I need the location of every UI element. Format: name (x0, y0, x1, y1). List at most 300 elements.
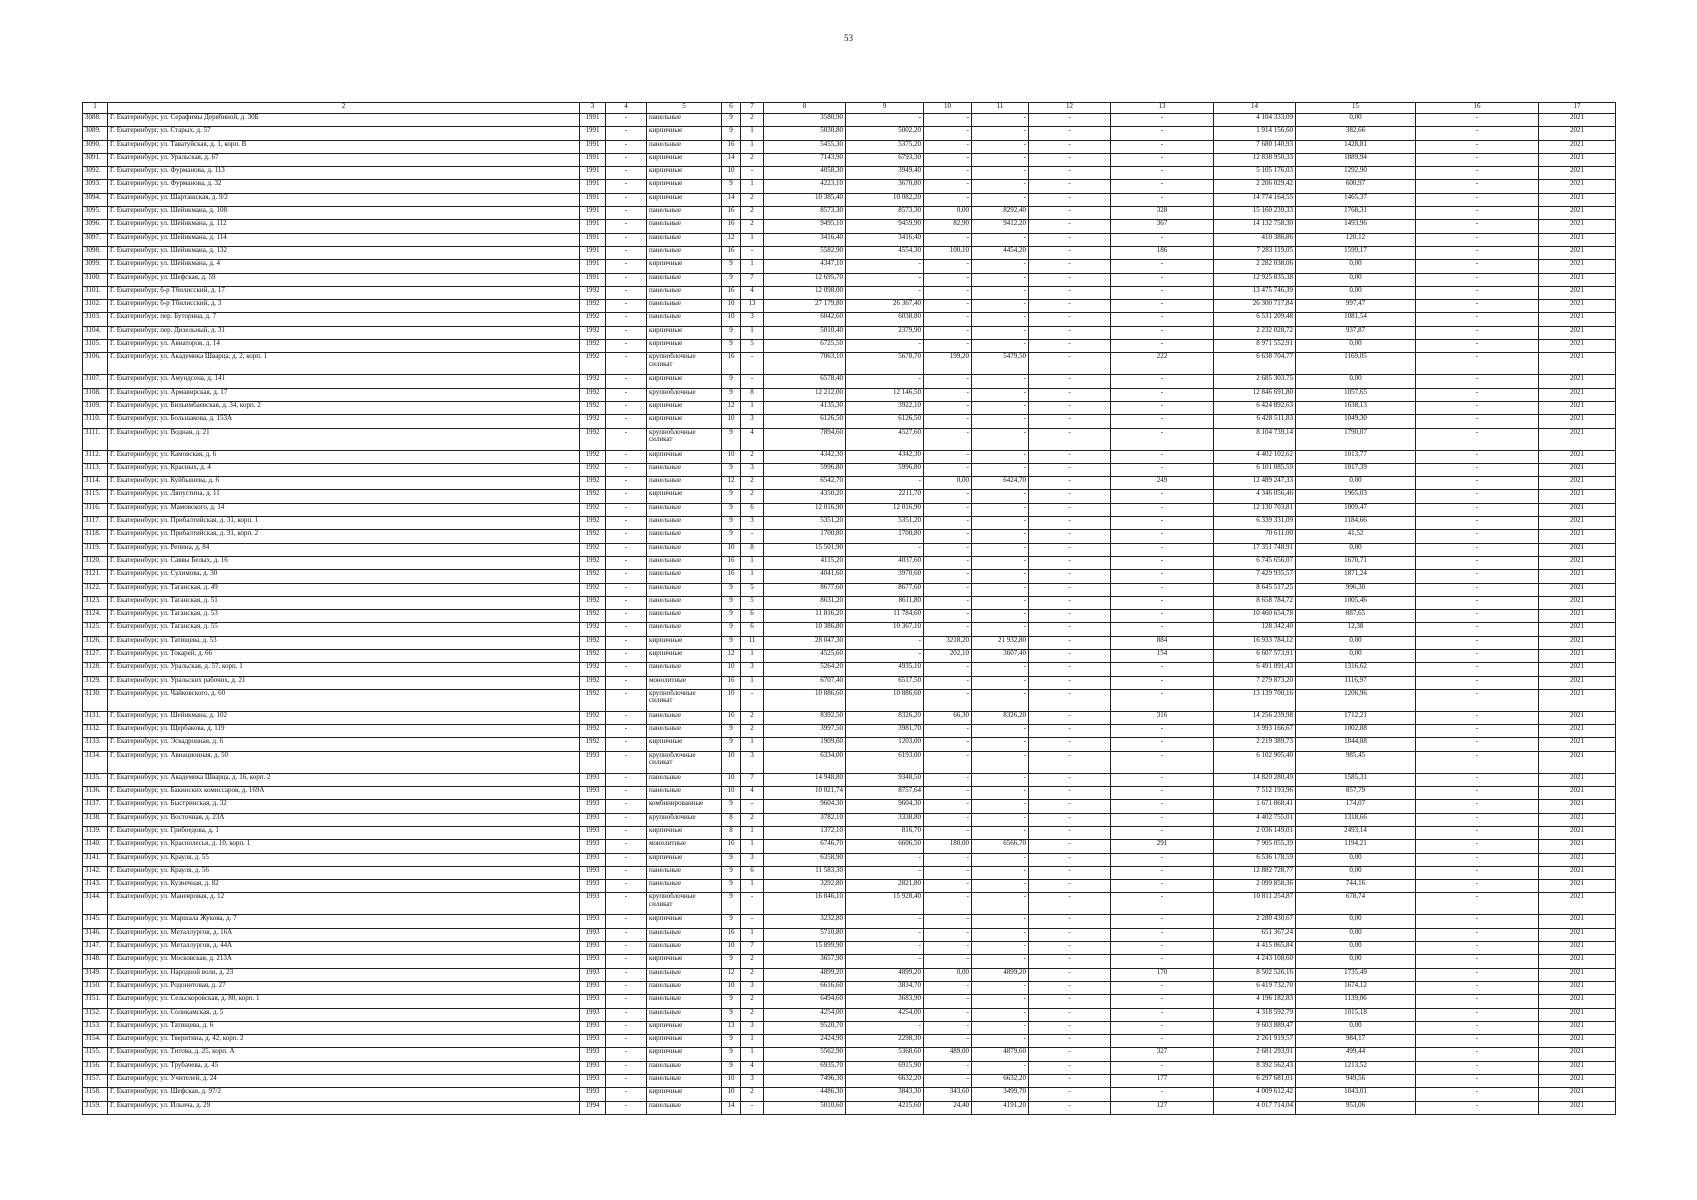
plan-year-cell: 2021 (1539, 866, 1616, 879)
living-area-cell: 3834,70 (846, 981, 924, 994)
year-built-cell: 1993 (580, 995, 606, 1008)
col-16-cell: - (1416, 1101, 1539, 1114)
wall-material-cell: крупноблочные (647, 388, 722, 401)
address-cell: Г. Екатеринбург, ул. Сулимова, д. 30 (108, 570, 580, 583)
entrances-cell: 2 (741, 450, 764, 463)
col-16-cell: - (1416, 167, 1539, 180)
column-header-plan-year: 17 (1539, 103, 1616, 114)
col-16-cell: - (1416, 415, 1539, 428)
floors-cell: 9 (722, 340, 741, 353)
table-row (83, 1021, 1616, 1034)
table-row (83, 1088, 1616, 1101)
residents-cell: - (1111, 313, 1214, 326)
wall-material-cell: кирпичные (647, 260, 722, 273)
residential-area-cell: - (972, 981, 1029, 994)
col-12-cell: - (1029, 610, 1111, 623)
nonresidential-area-cell: - (924, 193, 972, 206)
table-row (83, 596, 1616, 609)
col-12-cell: - (1029, 1048, 1111, 1061)
living-area-cell: 6126,50 (846, 415, 924, 428)
total-area-cell: 12 212,00 (764, 388, 846, 401)
total-area-cell: 6616,60 (764, 981, 846, 994)
residents-cell: - (1111, 689, 1214, 711)
wall-material-cell: панельные (647, 942, 722, 955)
residential-area-cell: - (972, 1021, 1029, 1034)
residential-area-cell: - (972, 180, 1029, 193)
table-row (83, 955, 1616, 968)
address-cell: Г. Екатеринбург, ул. Трубачева, д. 45 (108, 1061, 580, 1074)
cost-cell: 4 104 333,09 (1214, 114, 1296, 127)
plan-year-cell: 2021 (1539, 915, 1616, 928)
plan-year-cell: 2021 (1539, 663, 1616, 676)
residents-cell: 316 (1111, 711, 1214, 724)
row-number-cell: 3112. (83, 450, 108, 463)
cost-per-sqm-cell: 1712,21 (1296, 711, 1416, 724)
residents-cell: - (1111, 826, 1214, 839)
total-area-cell: 6542,70 (764, 477, 846, 490)
col-12-cell: - (1029, 711, 1111, 724)
cost-cell: 7 283 119,05 (1214, 246, 1296, 259)
year-renovated-cell: - (606, 127, 647, 140)
nonresidential-area-cell: - (924, 773, 972, 786)
col-12-cell: - (1029, 853, 1111, 866)
row-number-cell: 3136. (83, 787, 108, 800)
total-area-cell: 4525,60 (764, 649, 846, 662)
living-area-cell: - (846, 260, 924, 273)
residents-cell: - (1111, 1061, 1214, 1074)
col-12-cell: - (1029, 326, 1111, 339)
col-12-cell: - (1029, 503, 1111, 516)
row-number-cell: 3157. (83, 1075, 108, 1088)
residential-area-cell: - (972, 450, 1029, 463)
floors-cell: 9 (722, 127, 741, 140)
living-area-cell: 9348,50 (846, 773, 924, 786)
table-row (83, 246, 1616, 259)
living-area-cell: 6193,00 (846, 751, 924, 773)
col-12-cell: - (1029, 942, 1111, 955)
row-number-cell: 3102. (83, 300, 108, 313)
living-area-cell: 10 886,60 (846, 689, 924, 711)
entrances-cell: - (741, 800, 764, 813)
residents-cell: 291 (1111, 840, 1214, 853)
year-built-cell: 1991 (580, 246, 606, 259)
nonresidential-area-cell: - (924, 530, 972, 543)
wall-material-cell: кирпичные (647, 738, 722, 751)
col-16-cell: - (1416, 401, 1539, 414)
floors-cell: 16 (722, 246, 741, 259)
year-built-cell: 1993 (580, 813, 606, 826)
floors-cell: 10 (722, 313, 741, 326)
residential-area-cell: - (972, 995, 1029, 1008)
cost-per-sqm-cell: 0,00 (1296, 866, 1416, 879)
year-renovated-cell: - (606, 114, 647, 127)
row-number-cell: 3138. (83, 813, 108, 826)
cost-cell: 6 491 091,43 (1214, 663, 1296, 676)
floors-cell: 16 (722, 711, 741, 724)
wall-material-cell: панельные (647, 530, 722, 543)
col-12-cell: - (1029, 570, 1111, 583)
year-renovated-cell: - (606, 610, 647, 623)
living-area-cell: - (846, 543, 924, 556)
cost-cell: 1 671 868,41 (1214, 800, 1296, 813)
cost-cell: 10 460 654,78 (1214, 610, 1296, 623)
floors-cell: 12 (722, 968, 741, 981)
table-row (83, 676, 1616, 689)
residential-area-cell: 6566,70 (972, 840, 1029, 853)
year-renovated-cell: - (606, 477, 647, 490)
col-12-cell: - (1029, 286, 1111, 299)
address-cell: Г. Екатеринбург, ул. Татищева, д. 6 (108, 1021, 580, 1034)
year-built-cell: 1993 (580, 942, 606, 955)
col-12-cell: - (1029, 1101, 1111, 1114)
total-area-cell: 5582,90 (764, 246, 846, 259)
total-area-cell: 6042,60 (764, 313, 846, 326)
nonresidential-area-cell: - (924, 995, 972, 1008)
nonresidential-area-cell: 343,60 (924, 1088, 972, 1101)
total-area-cell: 4254,00 (764, 1008, 846, 1021)
residents-cell: 154 (1111, 649, 1214, 662)
cost-cell: 6 102 905,40 (1214, 751, 1296, 773)
row-number-cell: 3103. (83, 313, 108, 326)
address-cell: Г. Екатеринбург, б-р Тбилисский, д. 3 (108, 300, 580, 313)
entrances-cell: 4 (741, 1061, 764, 1074)
living-area-cell: 6517,50 (846, 676, 924, 689)
wall-material-cell: кирпичные (647, 955, 722, 968)
column-header-year-renovated: 4 (606, 103, 647, 114)
col-16-cell: - (1416, 570, 1539, 583)
plan-year-cell: 2021 (1539, 450, 1616, 463)
cost-per-sqm-cell: 1493,96 (1296, 220, 1416, 233)
residents-cell: - (1111, 180, 1214, 193)
living-area-cell: 5351,20 (846, 517, 924, 530)
col-16-cell: - (1416, 180, 1539, 193)
cost-per-sqm-cell: 0,00 (1296, 114, 1416, 127)
address-cell: Г. Екатеринбург, ул. Авиаторов, д. 14 (108, 340, 580, 353)
total-area-cell: 5010,40 (764, 326, 846, 339)
year-renovated-cell: - (606, 260, 647, 273)
row-number-cell: 3096. (83, 220, 108, 233)
total-area-cell: 27 179,80 (764, 300, 846, 313)
row-number-cell: 3099. (83, 260, 108, 273)
floors-cell: 9 (722, 610, 741, 623)
floors-cell: 10 (722, 787, 741, 800)
cost-cell: 8 645 517,25 (1214, 583, 1296, 596)
cost-cell: 7 680 140,93 (1214, 140, 1296, 153)
year-renovated-cell: - (606, 140, 647, 153)
col-12-cell: - (1029, 428, 1111, 450)
nonresidential-area-cell: - (924, 826, 972, 839)
table-row (83, 1075, 1616, 1088)
row-number-cell: 3159. (83, 1101, 108, 1114)
cost-per-sqm-cell: 382,66 (1296, 127, 1416, 140)
plan-year-cell: 2021 (1539, 114, 1616, 127)
year-built-cell: 1993 (580, 866, 606, 879)
row-number-cell: 3155. (83, 1048, 108, 1061)
address-cell: Г. Екатеринбург, ул. Маршала Жукова, д. 7 (108, 915, 580, 928)
row-number-cell: 3156. (83, 1061, 108, 1074)
col-16-cell: - (1416, 463, 1539, 476)
plan-year-cell: 2021 (1539, 353, 1616, 375)
nonresidential-area-cell: - (924, 942, 972, 955)
col-12-cell: - (1029, 140, 1111, 153)
wall-material-cell: кирпичные (647, 375, 722, 388)
address-cell: Г. Екатеринбург, ул. Уральских рабочих, д. 21 (108, 676, 580, 689)
year-built-cell: 1993 (580, 1021, 606, 1034)
cost-per-sqm-cell: 744,16 (1296, 880, 1416, 893)
year-built-cell: 1992 (580, 353, 606, 375)
plan-year-cell: 2021 (1539, 260, 1616, 273)
col-16-cell: - (1416, 880, 1539, 893)
floors-cell: 9 (722, 800, 741, 813)
address-cell: Г. Екатеринбург, ул. Быстринская, д. 32 (108, 800, 580, 813)
cost-per-sqm-cell: 1871,24 (1296, 570, 1416, 583)
row-number-cell: 3105. (83, 340, 108, 353)
residential-area-cell: - (972, 167, 1029, 180)
year-built-cell: 1993 (580, 853, 606, 866)
total-area-cell: 6358,90 (764, 853, 846, 866)
residential-area-cell: - (972, 273, 1029, 286)
cost-per-sqm-cell: 499,44 (1296, 1048, 1416, 1061)
row-number-cell: 3101. (83, 286, 108, 299)
column-header-residential-area: 11 (972, 103, 1029, 114)
residents-cell: - (1111, 893, 1214, 915)
living-area-cell: 8573,30 (846, 207, 924, 220)
floors-cell: 12 (722, 649, 741, 662)
year-built-cell: 1992 (580, 477, 606, 490)
entrances-cell: 1 (741, 556, 764, 569)
cost-cell: 14 132 758,30 (1214, 220, 1296, 233)
cost-per-sqm-cell: 1213,52 (1296, 1061, 1416, 1074)
cost-per-sqm-cell: 41,52 (1296, 530, 1416, 543)
address-cell: Г. Екатеринбург, ул. Таганская, д. 55 (108, 623, 580, 636)
floors-cell: 9 (722, 623, 741, 636)
residents-cell: - (1111, 167, 1214, 180)
col-12-cell: - (1029, 114, 1111, 127)
col-16-cell: - (1416, 313, 1539, 326)
plan-year-cell: 2021 (1539, 725, 1616, 738)
nonresidential-area-cell: 0,00 (924, 207, 972, 220)
wall-material-cell: кирпичные (647, 1088, 722, 1101)
col-16-cell: - (1416, 286, 1539, 299)
table-row (83, 773, 1616, 786)
living-area-cell: 15 928,40 (846, 893, 924, 915)
plan-year-cell: 2021 (1539, 981, 1616, 994)
cost-cell: 6 531 209,48 (1214, 313, 1296, 326)
cost-cell: 4 402 755,01 (1214, 813, 1296, 826)
plan-year-cell: 2021 (1539, 649, 1616, 662)
row-number-cell: 3091. (83, 153, 108, 166)
plan-year-cell: 2021 (1539, 543, 1616, 556)
total-area-cell: 4223,10 (764, 180, 846, 193)
wall-material-cell: кирпичные (647, 153, 722, 166)
wall-material-cell: крупноблочные силикат (647, 893, 722, 915)
living-area-cell: 8611,80 (846, 596, 924, 609)
address-cell: Г. Екатеринбург, ул. Ильича, д. 29 (108, 1101, 580, 1114)
cost-cell: 6 607 573,91 (1214, 649, 1296, 662)
col-16-cell: - (1416, 915, 1539, 928)
cost-cell: 14 774 164,55 (1214, 193, 1296, 206)
cost-per-sqm-cell: 0,00 (1296, 477, 1416, 490)
row-number-cell: 3121. (83, 570, 108, 583)
nonresidential-area-cell: 180,00 (924, 840, 972, 853)
wall-material-cell: панельные (647, 114, 722, 127)
year-built-cell: 1992 (580, 388, 606, 401)
column-header-year-built: 3 (580, 103, 606, 114)
nonresidential-area-cell: - (924, 490, 972, 503)
plan-year-cell: 2021 (1539, 738, 1616, 751)
col-16-cell: - (1416, 477, 1539, 490)
cost-cell: 2 685 303,75 (1214, 375, 1296, 388)
table-row (83, 193, 1616, 206)
col-16-cell: - (1416, 193, 1539, 206)
plan-year-cell: 2021 (1539, 415, 1616, 428)
total-area-cell: 7063,10 (764, 353, 846, 375)
year-built-cell: 1992 (580, 375, 606, 388)
nonresidential-area-cell: 0,00 (924, 968, 972, 981)
col-16-cell: - (1416, 233, 1539, 246)
cost-per-sqm-cell: 2493,14 (1296, 826, 1416, 839)
wall-material-cell: панельные (647, 463, 722, 476)
wall-material-cell: кирпичные (647, 326, 722, 339)
nonresidential-area-cell: - (924, 915, 972, 928)
cost-per-sqm-cell: 1049,30 (1296, 415, 1416, 428)
col-12-cell: - (1029, 543, 1111, 556)
row-number-cell: 3119. (83, 543, 108, 556)
residents-cell: - (1111, 503, 1214, 516)
residents-cell: - (1111, 751, 1214, 773)
col-16-cell: - (1416, 490, 1539, 503)
cost-cell: 2 280 430,67 (1214, 915, 1296, 928)
floors-cell: 9 (722, 517, 741, 530)
plan-year-cell: 2021 (1539, 636, 1616, 649)
col-12-cell: - (1029, 676, 1111, 689)
cost-cell: 3 993 166,67 (1214, 725, 1296, 738)
address-cell: Г. Екатеринбург, ул. Таганская, д. 53 (108, 610, 580, 623)
table-row (83, 928, 1616, 941)
residential-area-cell: - (972, 893, 1029, 915)
entrances-cell: 1 (741, 840, 764, 853)
entrances-cell: 6 (741, 623, 764, 636)
wall-material-cell: панельные (647, 995, 722, 1008)
total-area-cell: 9495,10 (764, 220, 846, 233)
floors-cell: 9 (722, 388, 741, 401)
table-row (83, 570, 1616, 583)
residential-area-cell: - (972, 300, 1029, 313)
column-header-entrances: 7 (741, 103, 764, 114)
cost-per-sqm-cell: 1169,05 (1296, 353, 1416, 375)
row-number-cell: 3123. (83, 596, 108, 609)
cost-cell: 6 297 681,01 (1214, 1075, 1296, 1088)
col-16-cell: - (1416, 1088, 1539, 1101)
year-built-cell: 1992 (580, 401, 606, 414)
total-area-cell: 4342,30 (764, 450, 846, 463)
row-number-cell: 3089. (83, 127, 108, 140)
living-area-cell: 3922,10 (846, 401, 924, 414)
living-area-cell: - (846, 915, 924, 928)
total-area-cell: 6126,50 (764, 415, 846, 428)
wall-material-cell: панельные (647, 246, 722, 259)
year-renovated-cell: - (606, 676, 647, 689)
wall-material-cell: кирпичные (647, 649, 722, 662)
plan-year-cell: 2021 (1539, 153, 1616, 166)
address-cell: Г. Екатеринбург, ул. Соликамская, д. 5 (108, 1008, 580, 1021)
table-row (83, 180, 1616, 193)
living-area-cell: 3670,80 (846, 180, 924, 193)
wall-material-cell: крупноблочные силикат (647, 428, 722, 450)
nonresidential-area-cell: - (924, 738, 972, 751)
cost-cell: 4 017 714,04 (1214, 1101, 1296, 1114)
entrances-cell: 3 (741, 853, 764, 866)
total-area-cell: 1909,60 (764, 738, 846, 751)
year-renovated-cell: - (606, 928, 647, 941)
column-header-nonresidential-area: 10 (924, 103, 972, 114)
col-12-cell: - (1029, 636, 1111, 649)
cost-cell: 10 811 254,87 (1214, 893, 1296, 915)
wall-material-cell: крупноблочные силикат (647, 353, 722, 375)
living-area-cell: 6606,50 (846, 840, 924, 853)
plan-year-cell: 2021 (1539, 787, 1616, 800)
floors-cell: 9 (722, 530, 741, 543)
table-row (83, 340, 1616, 353)
year-built-cell: 1993 (580, 981, 606, 994)
row-number-cell: 3108. (83, 388, 108, 401)
total-area-cell: 5562,90 (764, 1048, 846, 1061)
table-row (83, 428, 1616, 450)
year-renovated-cell: - (606, 738, 647, 751)
year-built-cell: 1993 (580, 893, 606, 915)
table-row (83, 167, 1616, 180)
residents-cell: - (1111, 450, 1214, 463)
plan-year-cell: 2021 (1539, 556, 1616, 569)
col-16-cell: - (1416, 663, 1539, 676)
living-area-cell: 3843,30 (846, 1088, 924, 1101)
wall-material-cell: кирпичные (647, 340, 722, 353)
plan-year-cell: 2021 (1539, 401, 1616, 414)
table-row (83, 401, 1616, 414)
entrances-cell: 2 (741, 153, 764, 166)
col-16-cell: - (1416, 140, 1539, 153)
row-number-cell: 3098. (83, 246, 108, 259)
residential-area-cell: - (972, 517, 1029, 530)
col-16-cell: - (1416, 676, 1539, 689)
year-renovated-cell: - (606, 246, 647, 259)
address-cell: Г. Екатеринбург, ул. Чайковского, д. 60 (108, 689, 580, 711)
col-16-cell: - (1416, 787, 1539, 800)
table-row (83, 463, 1616, 476)
col-16-cell: - (1416, 689, 1539, 711)
residents-cell: - (1111, 260, 1214, 273)
cost-per-sqm-cell: 1002,88 (1296, 725, 1416, 738)
address-cell: Г. Екатеринбург, ул. Прибалтийская, д. 31, корп. 2 (108, 530, 580, 543)
nonresidential-area-cell: - (924, 676, 972, 689)
plan-year-cell: 2021 (1539, 233, 1616, 246)
cost-per-sqm-cell: 949,56 (1296, 1075, 1416, 1088)
cost-per-sqm-cell: 1292,90 (1296, 167, 1416, 180)
address-cell: Г. Екатеринбург, ул. Ляпустина, д. 11 (108, 490, 580, 503)
floors-cell: 16 (722, 353, 741, 375)
living-area-cell: 3981,70 (846, 725, 924, 738)
wall-material-cell: панельные (647, 583, 722, 596)
year-renovated-cell: - (606, 340, 647, 353)
nonresidential-area-cell: - (924, 583, 972, 596)
col-16-cell: - (1416, 1075, 1539, 1088)
row-number-cell: 3109. (83, 401, 108, 414)
living-area-cell: 8677,60 (846, 583, 924, 596)
plan-year-cell: 2021 (1539, 623, 1616, 636)
entrances-cell: 3 (741, 463, 764, 476)
year-built-cell: 1992 (580, 340, 606, 353)
plan-year-cell: 2021 (1539, 300, 1616, 313)
